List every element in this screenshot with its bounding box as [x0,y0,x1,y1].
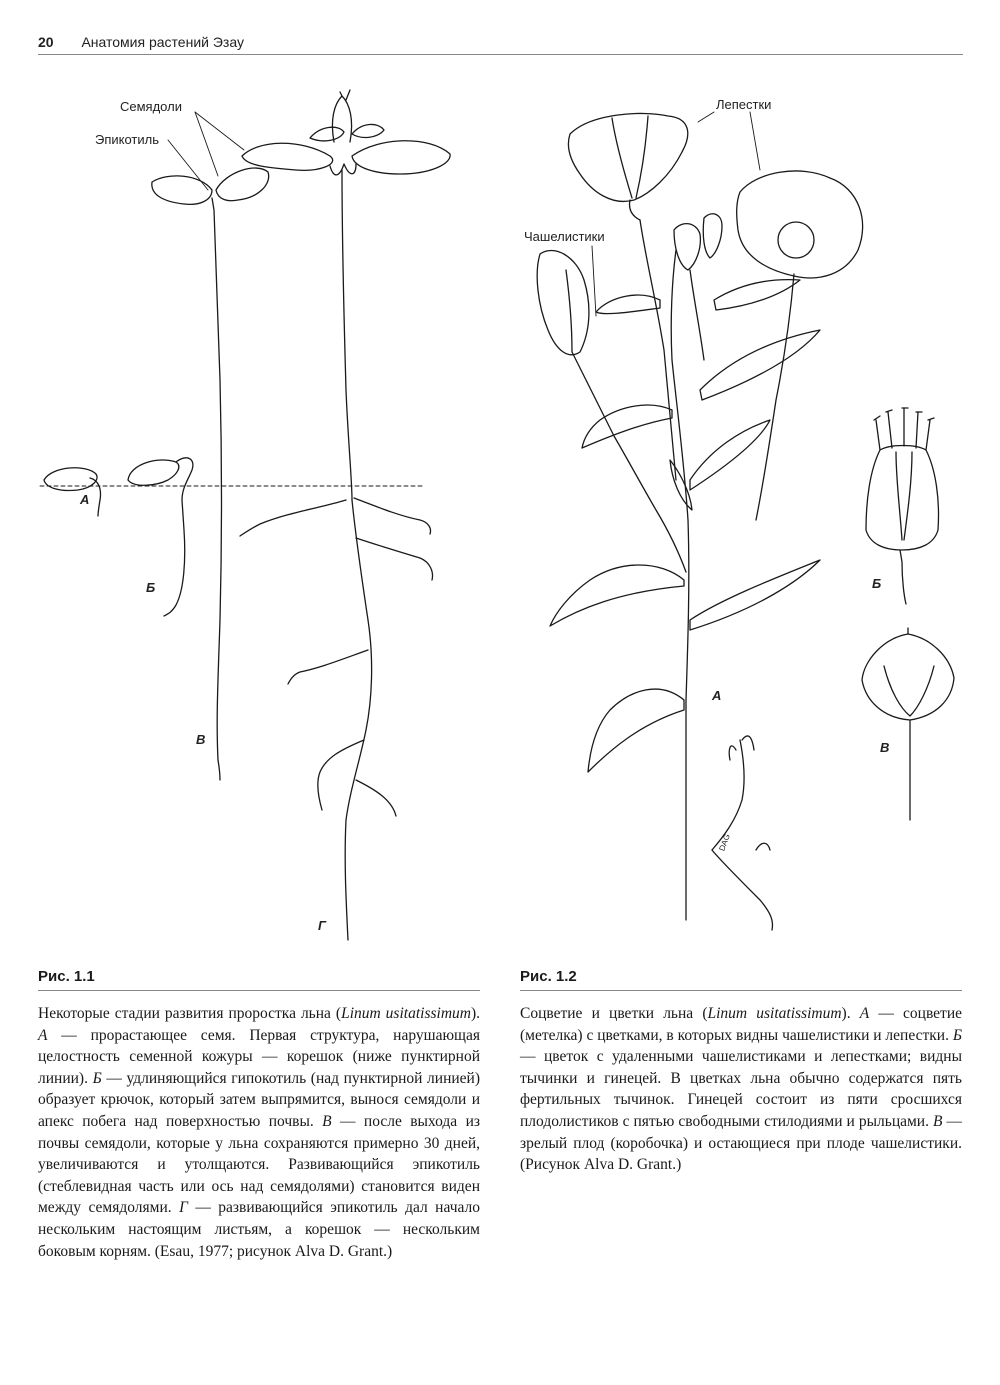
book-title: Анатомия растений Эзау [81,34,244,50]
leader-sepals [592,246,596,316]
caption-body: Некоторые стадии развития проростка льна (Linum usitatissimum). А — прорастающее семя. Первая структура, нарушающая целостность семенной кожуры — корешок (ниже пунктирной линии). Б — удлиняющийся гипокотиль (над пунктирной линией) образует крючок, который затем выпрямится, вынося семядоли и апекс побега над поверхностью почвы. В — после выхода из почвы семядоли, которые у льна сохраняются примерно 30 дней, увеличиваются и утолщаются. Развивающийся эпикотиль (стеблевидная часть или ось над семядолями) становится виден между семядолями. Г — развивающийся эпикотиль дал начало нескольким настоящим листьям, а корешок — нескольким боковым корням. (Esau, 1977; рисунок Alva D. Grant.) [38,1005,481,1260]
stage-v-letter: В [196,732,206,747]
caption-fig-1-2 [520,968,962,1176]
inflorescence-letter: А [712,688,722,703]
caption-title: Рис. 1.1 [38,968,480,991]
stage-a-letter: А [80,492,90,507]
seedling-stage-g [240,90,450,940]
leader-epicotyl [168,140,208,190]
label-petals: Лепестки [716,97,772,112]
seedling-stage-v [152,168,269,780]
flower-stamens-gynoecium [866,408,939,604]
capsule-fruit [862,628,954,820]
seedling-stage-a [44,468,101,516]
figure-area [0,60,1000,970]
artist-mark: DAG [717,832,732,853]
running-head [38,34,963,54]
leader-petals-2 [750,112,760,170]
capsule-letter: В [880,740,890,755]
stage-g-letter: Г [318,918,326,933]
caption-body: Соцветие и цветки льна (Linum usitatissimum). А — соцветие (метелка) с цветками, в которых видны чашелистики и лепестки. Б — цветок с удаленными чашелистиками и лепестками; видны тычинки и гинецей. В цветках льна обычно содержатся пять фертильных тычинок. Гинецей состоит из пяти сросшихся плодолистиков с пятью свободными стилодиями и рыльцами. В — зрелый плод (коробочка) и остающиеся при плоде чашелистики. (Рисунок Alva D. Grant.) [520,1005,963,1174]
label-sepals: Чашелистики [524,229,605,244]
leader-cotyledons-1 [195,112,218,176]
label-cotyledons: Семядоли [120,99,182,114]
flower-b-letter: Б [872,576,882,591]
label-epicotyl: Эпикотиль [95,132,159,147]
caption-fig-1-1 [38,968,480,1262]
seedling-stage-b [128,458,193,616]
stage-b-letter: Б [146,580,156,595]
header-rule [38,54,963,55]
botanical-illustrations [0,60,1000,970]
caption-title: Рис. 1.2 [520,968,962,991]
leader-cotyledons-2 [195,112,244,150]
leader-petals-1 [698,112,714,122]
page-number: 20 [38,34,54,50]
